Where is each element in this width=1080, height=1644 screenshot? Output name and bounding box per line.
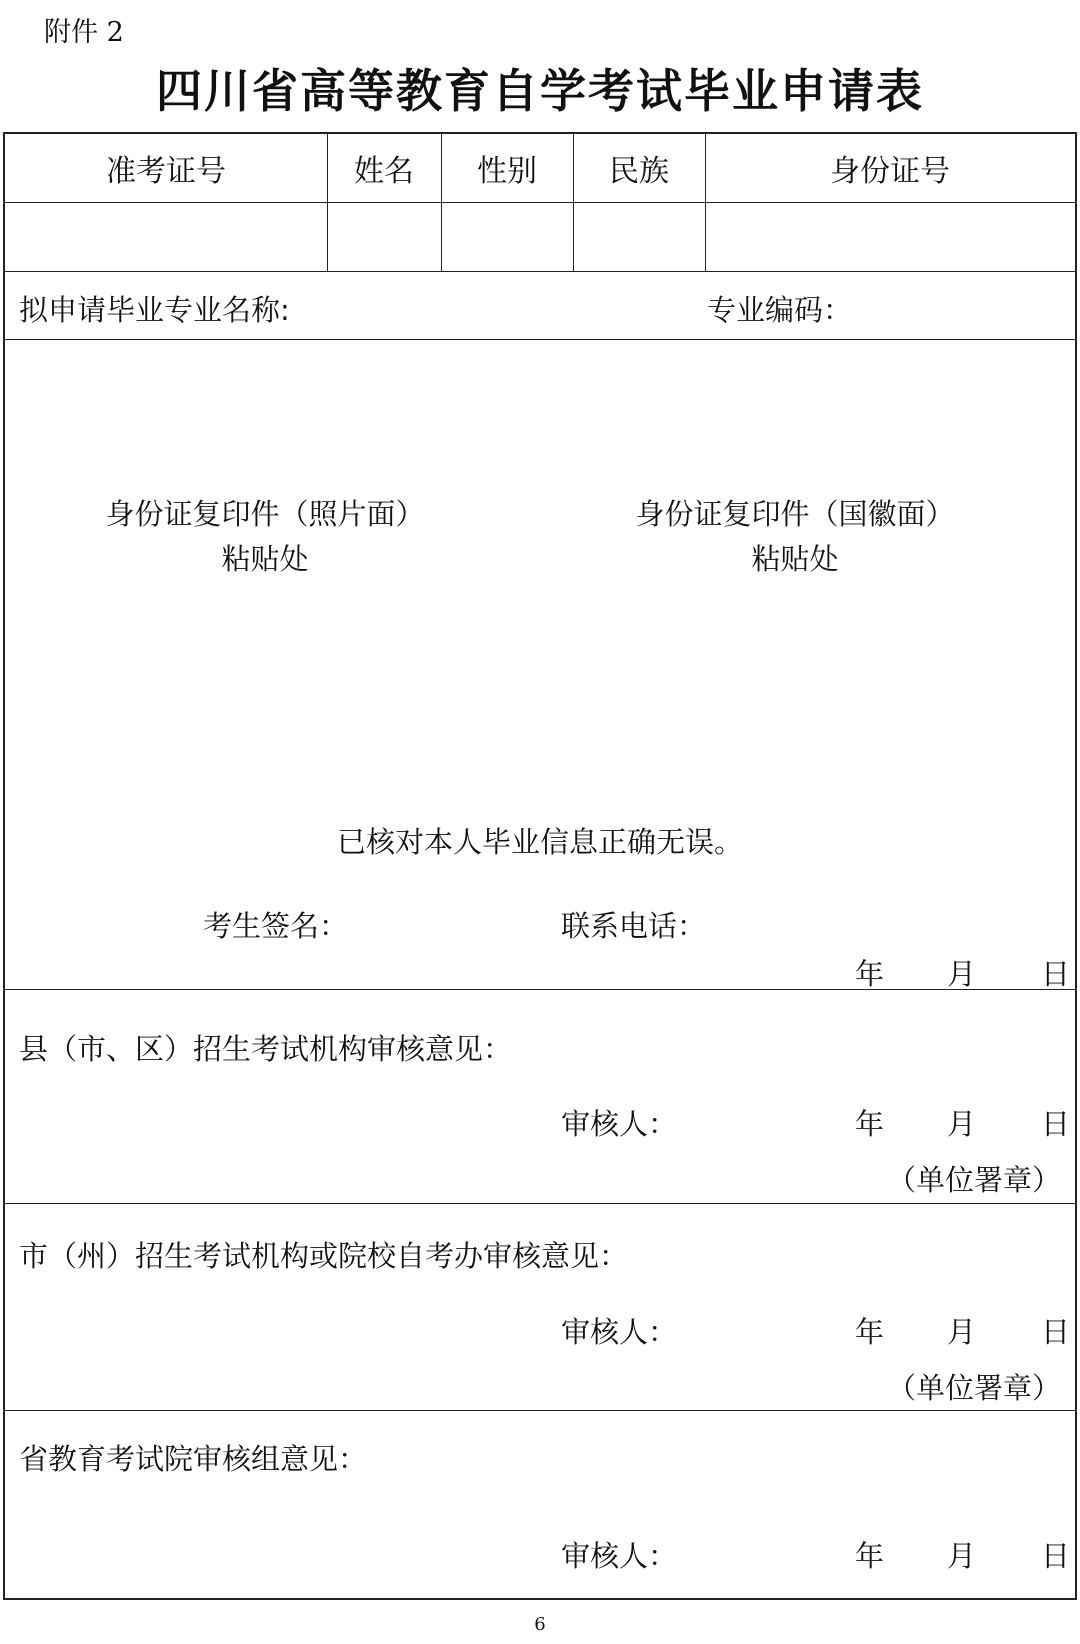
header-gender: 性别 — [477, 154, 537, 189]
row-divider — [5, 1410, 1075, 1411]
city-seal-note: （单位署章） — [887, 1371, 1062, 1405]
row-divider — [5, 1203, 1075, 1204]
header-name: 姓名 — [354, 154, 414, 189]
province-reviewer-label: 审核人： — [561, 1539, 678, 1573]
major-code-label: 专业编码： — [707, 293, 853, 327]
id-front-paste-sublabel: 粘贴处 — [221, 542, 309, 576]
id-back-paste-sublabel: 粘贴处 — [751, 542, 839, 576]
page-number: 6 — [534, 1614, 546, 1635]
date-month: 月 — [947, 957, 977, 991]
county-seal-note: （单位署章） — [887, 1163, 1062, 1197]
attachment-label: 附件 2 — [44, 17, 124, 48]
county-date-day: 日 — [1041, 1107, 1071, 1141]
input-gender[interactable] — [441, 202, 573, 270]
major-name-label: 拟申请毕业专业名称: — [19, 293, 290, 327]
row-divider — [5, 271, 1075, 272]
header-exam-number: 准考证号 — [106, 154, 226, 189]
signature-label: 考生签名： — [203, 909, 349, 943]
input-exam-number[interactable] — [5, 202, 327, 270]
date-day: 日 — [1041, 957, 1071, 991]
row-divider — [5, 339, 1075, 340]
county-reviewer-label: 审核人： — [561, 1107, 678, 1141]
city-date-year: 年 — [855, 1315, 885, 1349]
county-review-title: 县（市、区）招生考试机构审核意见： — [19, 1032, 513, 1066]
application-form-table — [3, 132, 1077, 1600]
city-date-day: 日 — [1041, 1315, 1071, 1349]
header-id-number: 身份证号 — [830, 154, 950, 189]
page-title: 四川省高等教育自学考试毕业申请表 — [156, 64, 924, 118]
city-date-month: 月 — [947, 1315, 977, 1349]
row-divider — [5, 989, 1075, 990]
input-id-number[interactable] — [705, 202, 1075, 270]
id-back-paste-label: 身份证复印件（国徽面） — [635, 497, 955, 531]
county-date-month: 月 — [947, 1107, 977, 1141]
province-date-year: 年 — [855, 1539, 885, 1573]
county-date-year: 年 — [855, 1107, 885, 1141]
header-ethnicity: 民族 — [609, 154, 669, 189]
id-front-paste-label: 身份证复印件（照片面） — [105, 497, 425, 531]
city-review-title: 市（州）招生考试机构或院校自考办审核意见： — [19, 1239, 629, 1273]
date-year: 年 — [855, 957, 885, 991]
declaration-statement: 已核对本人毕业信息正确无误。 — [336, 825, 743, 859]
input-ethnicity[interactable] — [573, 202, 705, 270]
province-date-day: 日 — [1041, 1539, 1071, 1573]
province-review-title: 省教育考试院审核组意见： — [19, 1442, 368, 1476]
city-reviewer-label: 审核人： — [561, 1315, 678, 1349]
input-name[interactable] — [327, 202, 441, 270]
province-date-month: 月 — [947, 1539, 977, 1573]
phone-label: 联系电话： — [561, 909, 707, 943]
